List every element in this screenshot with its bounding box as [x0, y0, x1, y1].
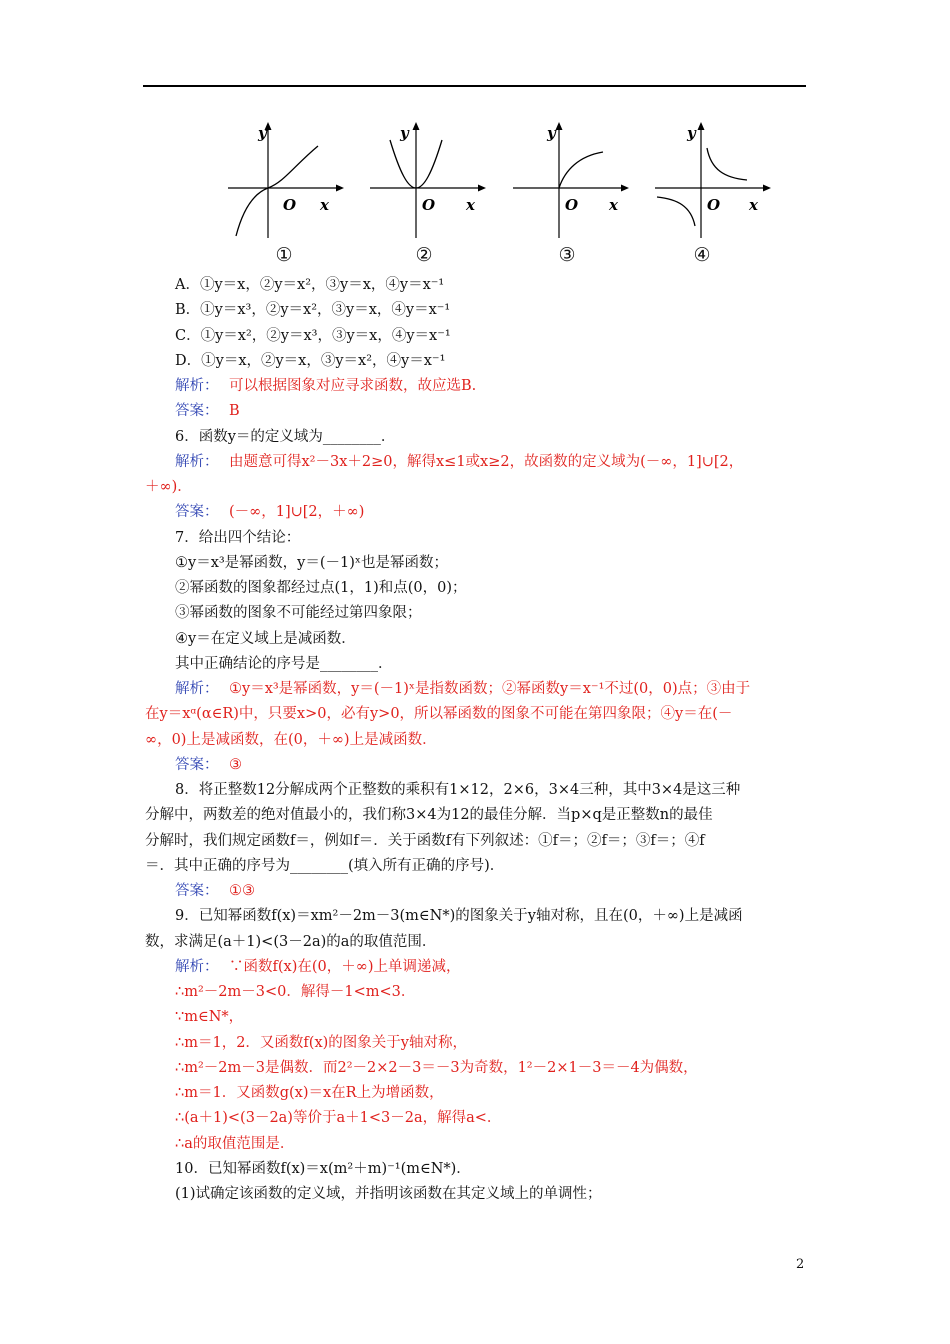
text-line	[0, 878, 950, 904]
line-text: 其中正确结论的序号是________．	[175, 655, 393, 672]
x-label: x	[609, 196, 618, 214]
text-line	[0, 449, 950, 475]
text-line	[0, 1004, 950, 1030]
line-text: ＝．其中正确的序号为________(填入所有正确的序号)．	[145, 857, 505, 874]
text-line	[0, 272, 950, 298]
line-text: ③幂函数的图象不可能经过第四象限；	[175, 605, 422, 622]
x-label: x	[749, 196, 758, 214]
graph-1	[228, 118, 346, 240]
line-text: ∴m²－2m－3<0．解得－1<m<3．	[175, 984, 416, 1000]
page-number: 2	[796, 1257, 805, 1272]
text-line	[0, 676, 950, 702]
x-arrow	[478, 185, 486, 192]
line-text: D．①y＝x，②y＝x，③y＝x²，④y＝x⁻¹	[175, 352, 446, 369]
x-arrow	[336, 185, 344, 192]
text-line	[0, 600, 950, 626]
curve	[559, 152, 603, 188]
line-text: (－∞，1]∪[2，＋∞)	[229, 504, 365, 521]
text-line	[0, 1131, 950, 1157]
line-label: 答案：	[175, 883, 219, 899]
text-line	[0, 398, 950, 424]
header-rule	[143, 85, 806, 87]
line-text: A．①y＝x，②y＝x²，③y＝x，④y＝x⁻¹	[175, 277, 445, 293]
text-line	[0, 1181, 950, 1207]
text-line	[0, 550, 950, 576]
text-line	[0, 499, 950, 525]
line-text: ∵函数f(x)在(0，＋∞)上单调递减，	[229, 958, 461, 975]
text-line	[0, 828, 950, 854]
line-text: ②幂函数的图象都经过点(1，1)和点(0，0)；	[175, 580, 467, 596]
line-text: 8．将正整数12分解成两个正整数的乘积有1×12，2×6，3×4三种，其中3×4是这三种	[175, 782, 741, 798]
line-text: ∞，0)上是减函数，在(0，＋∞)上是减函数．	[145, 731, 437, 748]
graph-number-4: ④	[693, 244, 711, 266]
line-text: 可以根据图象对应寻求函数，故应选B.	[229, 378, 477, 394]
y-label: y	[258, 124, 267, 142]
y-arrow	[556, 122, 563, 130]
line-label: 解析：	[175, 681, 219, 697]
text-line	[0, 802, 950, 828]
text-line	[0, 651, 950, 677]
text-line	[0, 1080, 950, 1106]
line-text: ①③	[229, 883, 255, 899]
line-text: ＋∞)．	[145, 479, 192, 495]
x-label: x	[466, 196, 475, 214]
graph-number-2: ②	[415, 244, 433, 266]
graph-number-1: ①	[275, 244, 293, 266]
x-arrow	[763, 185, 771, 192]
text-line	[0, 979, 950, 1005]
text-line	[0, 1105, 950, 1131]
line-label: 解析：	[175, 958, 219, 975]
line-text: C．①y＝x²，②y＝x³，③y＝x，④y＝x⁻¹	[175, 327, 451, 344]
text-line	[0, 323, 950, 349]
line-text: 7．给出四个结论：	[175, 529, 301, 546]
origin-label: O	[707, 196, 721, 214]
text-line	[0, 474, 950, 500]
line-label: 答案：	[175, 403, 219, 420]
graph-number-3: ③	[558, 244, 576, 266]
text-line	[0, 373, 950, 399]
line-label: 答案：	[175, 756, 219, 773]
text-line	[0, 348, 950, 374]
curve-negative	[657, 197, 695, 226]
line-text: B	[229, 403, 240, 420]
y-arrow	[413, 122, 420, 130]
line-text: ∴a的取值范围是．	[175, 1135, 295, 1152]
line-text: ∴m＝1，2．又函数f(x)的图象关于y轴对称，	[175, 1034, 467, 1051]
line-text: ①y＝x³是幂函数，y＝(－1)ˣ是指数函数；②幂函数y＝x⁻¹不过(0，0)点；③由于	[229, 681, 751, 697]
line-text: ①y＝x³是幂函数，y＝(－1)ˣ也是幂函数；	[175, 554, 449, 571]
text-line	[0, 954, 950, 980]
line-text: 9．已知幂函数f(x)＝xm²－2m－3(m∈N*)的图象关于y轴对称，且在(0，＋∞)上是减函	[175, 908, 743, 925]
text-line	[0, 575, 950, 601]
graph-4	[655, 118, 773, 240]
line-label: 解析：	[175, 453, 219, 470]
y-label: y	[547, 124, 556, 142]
y-label: y	[687, 124, 696, 142]
x-arrow	[621, 185, 629, 192]
line-text: ③	[229, 756, 242, 773]
curve-positive	[707, 148, 747, 180]
line-text: ∴(a＋1)<(3－2a)等价于a＋1<3－2a，解得a<．	[175, 1110, 502, 1127]
text-line	[0, 727, 950, 753]
line-text: 由题意可得x²－3x＋2≥0，解得x≤1或x≥2，故函数的定义域为(－∞，1]∪[2，	[229, 453, 744, 470]
text-line	[0, 1055, 950, 1081]
line-text: 数，求满足(a＋1)<(3－2a)的a的取值范围．	[145, 933, 437, 950]
line-text: 在y＝xᵅ(α∈R)中，只要x>0，必有y>0，所以幂函数的图象不可能在第四象限；④y＝在(－	[145, 706, 733, 723]
curve	[236, 146, 318, 236]
origin-label: O	[565, 196, 579, 214]
text-line	[0, 853, 950, 879]
line-text: ∴m＝1．又函数g(x)＝x在R上为增函数，	[175, 1085, 444, 1101]
y-label: y	[400, 124, 409, 142]
line-text: 6．函数y＝的定义域为________．	[175, 428, 396, 445]
graph-2	[370, 118, 488, 240]
text-line	[0, 297, 950, 323]
line-text: ∵m∈N*，	[175, 1009, 244, 1026]
x-label: x	[320, 196, 329, 214]
text-line	[0, 424, 950, 450]
text-line	[0, 903, 950, 929]
text-line	[0, 752, 950, 778]
text-line	[0, 1156, 950, 1182]
line-label: 答案：	[175, 504, 219, 521]
line-text: 分解中，两数差的绝对值最小的，我们称3×4为12的最佳分解．当p×q是正整数n的最佳	[145, 807, 713, 824]
line-text: ④y＝在定义域上是减函数．	[175, 630, 356, 647]
line-text: 10．已知幂函数f(x)＝x(m²＋m)⁻¹(m∈N*)．	[175, 1160, 471, 1177]
text-line	[0, 929, 950, 955]
line-text: ∴m²－2m－3是偶数．而2²－2×2－3＝－3为奇数，1²－2×1－3＝－4为偶数，	[175, 1059, 698, 1076]
origin-label: O	[422, 196, 436, 214]
text-line	[0, 777, 950, 803]
text-line	[0, 1030, 950, 1056]
text-line	[0, 701, 950, 727]
origin-label: O	[283, 196, 297, 214]
text-line	[0, 626, 950, 652]
graph-3	[513, 118, 631, 240]
y-arrow	[698, 122, 705, 130]
line-text: (1)试确定该函数的定义域，并指明该函数在其定义域上的单调性；	[175, 1186, 602, 1202]
line-text: B．①y＝x³，②y＝x²，③y＝x，④y＝x⁻¹	[175, 302, 451, 319]
text-line	[0, 525, 950, 551]
line-label: 解析：	[175, 378, 219, 394]
line-text: 分解时，我们规定函数f＝，例如f＝．关于函数f有下列叙述：①f＝；②f＝；③f＝；④f	[145, 832, 705, 849]
